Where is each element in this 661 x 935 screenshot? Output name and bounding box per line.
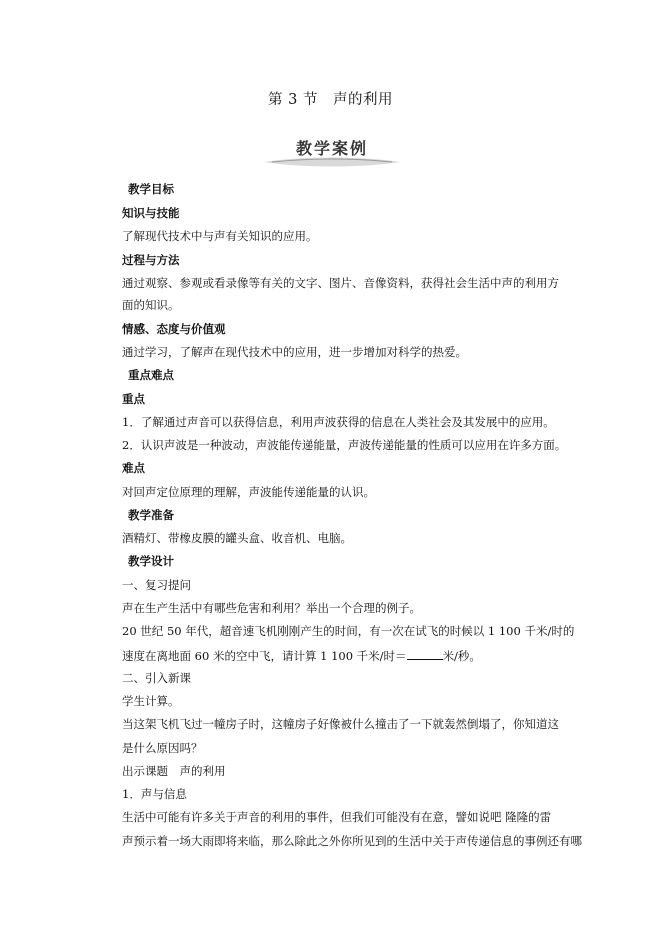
section-banner: [262, 132, 402, 170]
heading-teaching-goals: 教学目标: [128, 182, 174, 196]
paragraph-text: 出示课题 声的利用: [122, 764, 226, 778]
fill-in-blank: [407, 648, 443, 660]
banner-swash-decoration: [262, 154, 402, 170]
subheading-knowledge: 知识与技能: [122, 206, 180, 220]
paragraph-text: 声预示着一场大雨即将来临，那么除此之外你所见到的生活中关于声传递信息的事例还有哪: [122, 834, 582, 848]
paragraph-text: 是什么原因吗？: [122, 741, 203, 755]
list-item: 2．认识声波是一种波动，声波能传递能量，声波传递能量的性质可以应用在许多方面。: [122, 438, 567, 452]
paragraph-text: 了解现代技术中与声有关知识的应用。: [122, 229, 318, 243]
subheading-process: 过程与方法: [122, 253, 180, 267]
banner-label: 教学案例: [295, 139, 368, 158]
section-review: 一、复习提问: [122, 578, 191, 592]
subheading-attitude: 情感、态度与价值观: [122, 322, 226, 336]
heading-teaching-design: 教学设计: [128, 554, 174, 568]
page-title: 第 3 节 声的利用: [268, 92, 393, 108]
paragraph-text: 通过观察、参观或看录像等有关的文字、图片、音像资料，获得社会生活中声的利用方: [122, 276, 559, 290]
paragraph-text: 学生计算。: [122, 694, 180, 708]
paragraph-text: 生活中可能有许多关于声音的利用的事件，但我们可能没有在意，譬如说吧 隆隆的雷: [122, 810, 552, 824]
paragraph-text: 速度在离地面 60 米的空中飞，请计算 1 100 千米/时＝: [122, 649, 407, 663]
paragraph-text: 米/秒。: [442, 649, 481, 663]
section-new-lesson: 二、引入新课: [122, 671, 191, 685]
paragraph-text: 通过学习，了解声在现代技术中的应用，进一步增加对科学的热爱。: [122, 345, 467, 359]
subsection-sound-info: 1．声与信息: [122, 787, 187, 801]
subheading-difficulty: 难点: [122, 461, 145, 475]
paragraph-with-blank: [122, 648, 481, 663]
subheading-focus: 重点: [122, 392, 145, 406]
paragraph-text: 面的知识。: [122, 298, 180, 312]
heading-key-points: 重点难点: [128, 368, 174, 382]
paragraph-text: 当这架飞机飞过一幢房子时，这幢房子好像被什么撞击了一下就轰然倒塌了，你知道这: [122, 717, 559, 731]
paragraph-text: 20 世纪 50 年代，超音速飞机刚刚产生的时间，有一次在试飞的时候以 1 100 千米/时的: [122, 624, 575, 638]
paragraph-text: 对回声定位原理的理解，声波能传递能量的认识。: [122, 485, 375, 499]
list-item: 1．了解通过声音可以获得信息，利用声波获得的信息在人类社会及其发展中的应用。: [122, 415, 555, 429]
paragraph-text: 声在生产生活中有哪些危害和利用？举出一个合理的例子。: [122, 601, 421, 615]
paragraph-text: 酒精灯、带橡皮膜的罐头盒、收音机、电脑。: [122, 531, 352, 545]
heading-preparation: 教学准备: [128, 508, 174, 522]
